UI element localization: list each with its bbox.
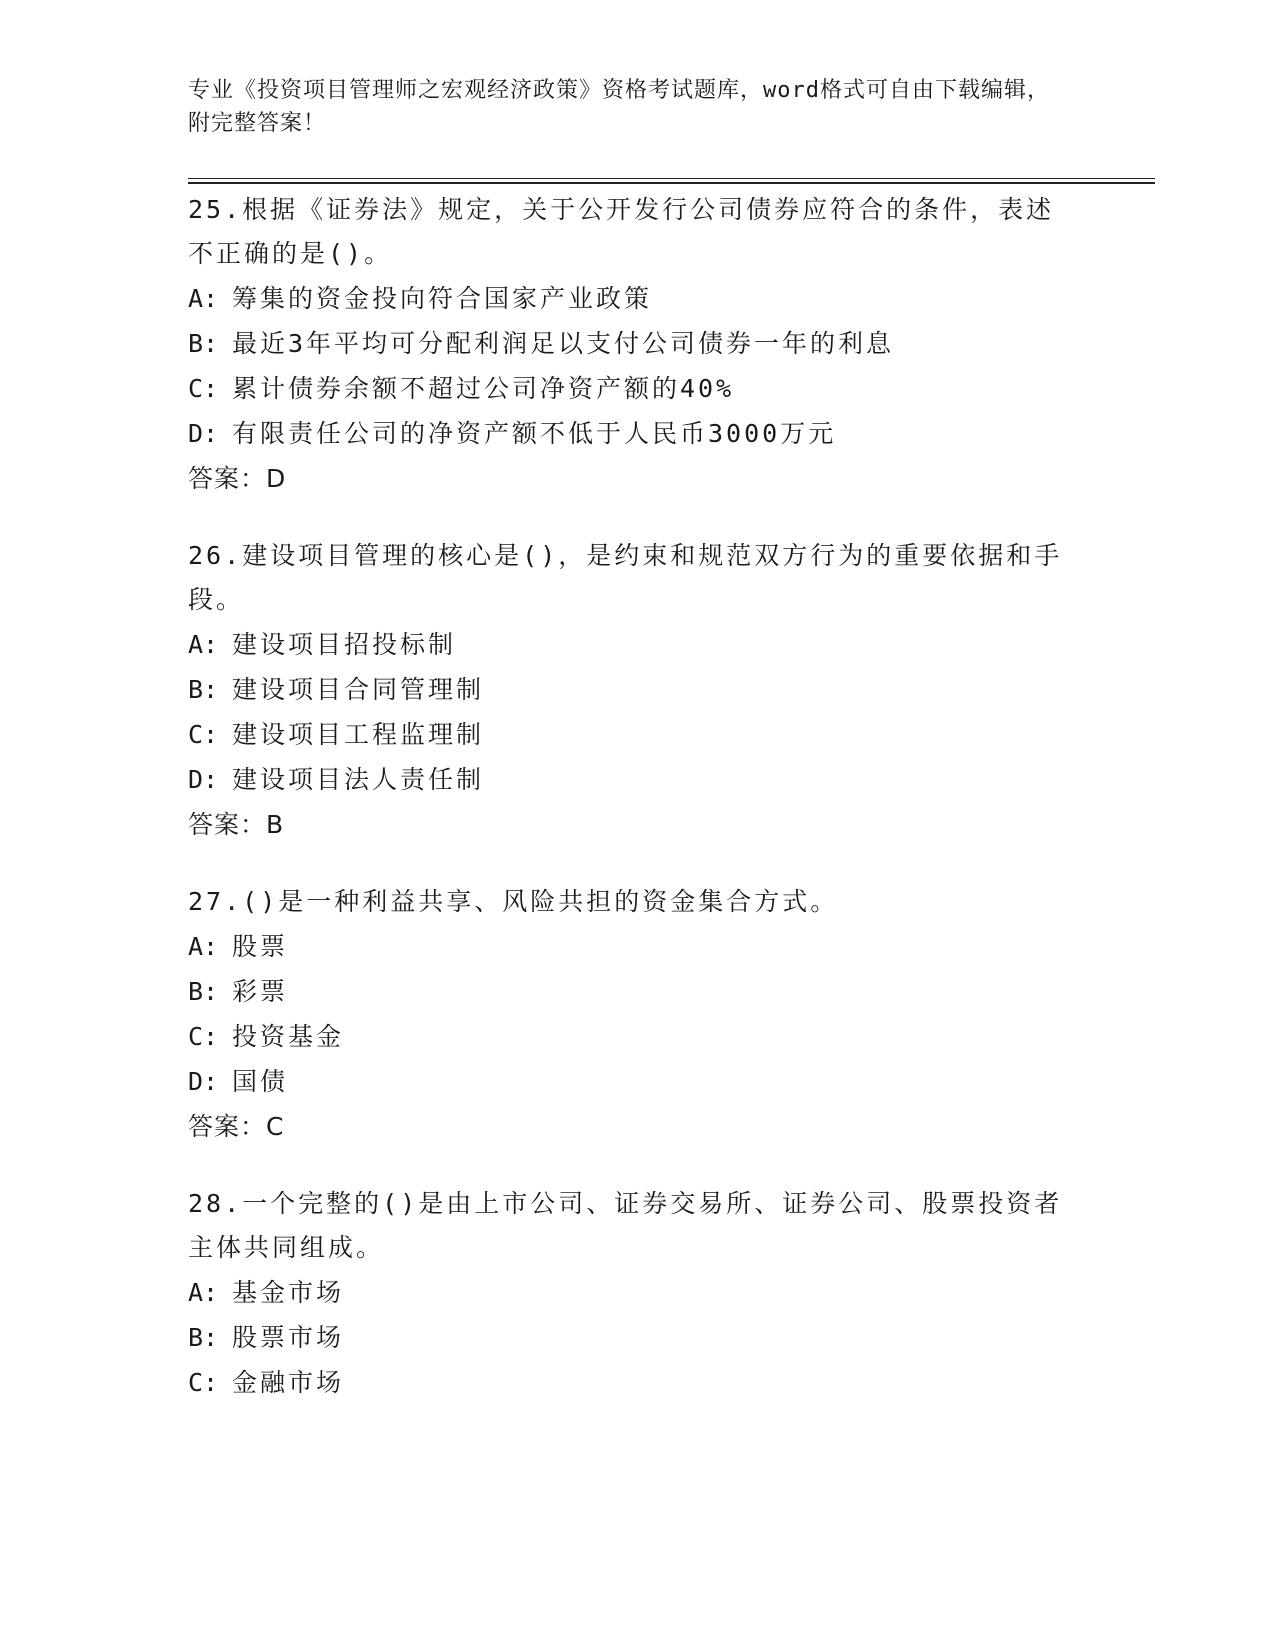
option-letter: D: xyxy=(188,1067,219,1096)
question-stem: 27.()是一种利益共享、风险共担的资金集合方式。 xyxy=(188,887,839,916)
option-b xyxy=(188,321,1078,366)
option-text: 金融市场 xyxy=(232,1368,345,1397)
answer-line: 答案：B xyxy=(188,810,285,839)
option-text: 最近3年平均可分配利润足以支付公司债券一年的利息 xyxy=(232,329,895,358)
option-a xyxy=(188,1270,1078,1315)
option-text: 国债 xyxy=(232,1067,289,1096)
question-stem: 25.根据《证券法》规定，关于公开发行公司债券应符合的条件，表述不正确的是()。 xyxy=(188,195,1055,268)
question-28 xyxy=(188,1182,1078,1405)
option-letter: C: xyxy=(188,374,219,403)
header-divider-thin xyxy=(188,178,1155,179)
option-letter: D: xyxy=(188,765,219,794)
option-b xyxy=(188,667,1078,712)
option-a xyxy=(188,276,1078,321)
option-d xyxy=(188,1059,1078,1104)
question-stem: 28.一个完整的()是由上市公司、证券交易所、证券公司、股票投资者主体共同组成。 xyxy=(188,1189,1063,1262)
header-divider-thick xyxy=(188,182,1155,184)
option-a xyxy=(188,622,1078,667)
option-letter: B: xyxy=(188,329,219,358)
option-text: 累计债券余额不超过公司净资产额的40% xyxy=(232,374,735,403)
option-letter: C: xyxy=(188,720,219,749)
option-text: 基金市场 xyxy=(232,1278,345,1307)
option-letter: B: xyxy=(188,675,219,704)
option-text: 有限责任公司的净资产额不低于人民币3000万元 xyxy=(232,419,837,448)
option-d xyxy=(188,411,1078,456)
option-text: 建设项目合同管理制 xyxy=(232,675,485,704)
option-text: 筹集的资金投向符合国家产业政策 xyxy=(232,284,653,313)
option-text: 股票市场 xyxy=(232,1323,345,1352)
answer-line: 答案：C xyxy=(188,1112,285,1141)
option-letter: A: xyxy=(188,1278,219,1307)
option-b xyxy=(188,969,1078,1014)
option-letter: D: xyxy=(188,419,219,448)
option-text: 建设项目法人责任制 xyxy=(232,765,485,794)
option-text: 建设项目工程监理制 xyxy=(232,720,485,749)
option-c xyxy=(188,1360,1078,1405)
option-c xyxy=(188,1014,1078,1059)
option-letter: A: xyxy=(188,630,219,659)
option-letter: A: xyxy=(188,284,219,313)
option-c xyxy=(188,712,1078,757)
option-b xyxy=(188,1315,1078,1360)
option-text: 彩票 xyxy=(232,977,289,1006)
option-a xyxy=(188,924,1078,969)
option-letter: C: xyxy=(188,1022,219,1051)
document-header: 专业《投资项目管理师之宏观经济政策》资格考试题库，word格式可自由下载编辑，附完整答案！ xyxy=(188,78,1050,136)
question-26 xyxy=(188,534,1078,848)
option-letter: B: xyxy=(188,1323,219,1352)
option-d xyxy=(188,757,1078,802)
option-letter: B: xyxy=(188,977,219,1006)
option-c xyxy=(188,366,1078,411)
option-letter: A: xyxy=(188,932,219,961)
answer-line: 答案：D xyxy=(188,464,287,493)
option-letter: C: xyxy=(188,1368,219,1397)
question-27 xyxy=(188,880,1078,1150)
question-stem: 26.建设项目管理的核心是()，是约束和规范双方行为的重要依据和手段。 xyxy=(188,541,1063,614)
option-text: 建设项目招投标制 xyxy=(232,630,457,659)
question-25 xyxy=(188,188,1078,502)
question-list xyxy=(188,188,1078,1437)
option-text: 股票 xyxy=(232,932,289,961)
option-text: 投资基金 xyxy=(232,1022,345,1051)
